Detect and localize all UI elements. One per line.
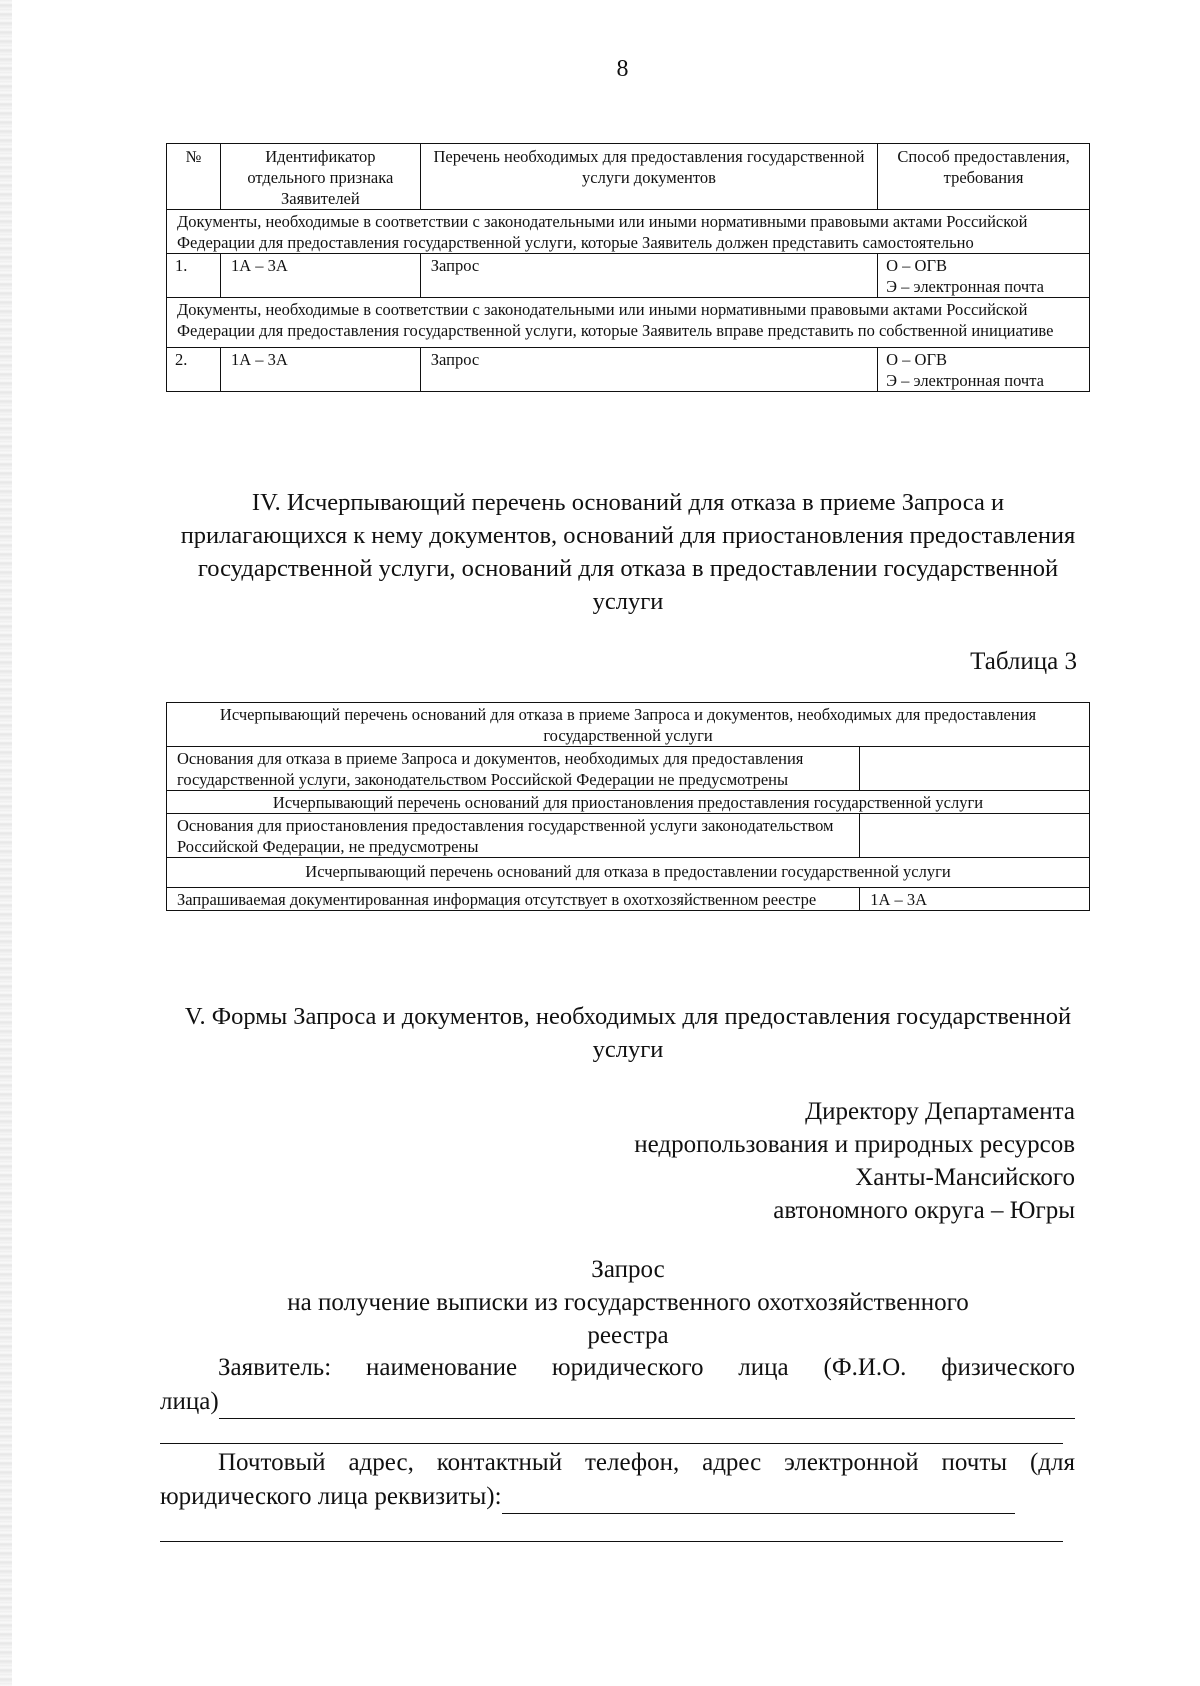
grounds-header-row — [167, 703, 1090, 747]
row-document: Запрос — [420, 348, 877, 392]
section-v-heading: V. Формы Запроса и документов, необходимых для предоставления государственной услуги — [184, 1003, 1072, 1063]
row-identifier: 1А – 3А — [220, 254, 420, 298]
contact-input-line[interactable] — [502, 1489, 1015, 1514]
contact-input-line-2[interactable] — [160, 1541, 1063, 1542]
addressee-block — [634, 1095, 1075, 1227]
contact-label-cont: юридического лица реквизиты): — [160, 1483, 502, 1510]
section-mandatory-documents: Документы, необходимые в соответствии с законодательными или иными нормативными правовыми актами Российской Федерации для предоставления государственной услуги, которые Заявитель должен представить самостоятельно — [167, 210, 1090, 254]
section-optional-documents: Документы, необходимые в соответствии с законодательными или иными нормативными правовыми актами Российской Федерации для предоставления государственной услуги, которые Заявитель вправе представить по собственной инициативе — [167, 298, 1090, 348]
table-row — [167, 814, 1090, 858]
applicant-field-row — [160, 1385, 1075, 1419]
method-email: Э – электронная почта — [886, 277, 1044, 296]
applicant-input-line-2[interactable] — [160, 1443, 1063, 1444]
table-row — [167, 747, 1090, 791]
table-section-row — [167, 210, 1090, 254]
refusal-acceptance-header: Исчерпывающий перечень оснований для отказа в приеме Запроса и документов, необходимых для предоставления государственной услуги — [167, 703, 1090, 747]
documents-table — [166, 143, 1090, 392]
table-row — [167, 254, 1090, 298]
applicant-label: Заявитель: наименование юридического лица (Ф.И.О. физического — [218, 1354, 1075, 1381]
suspension-header: Исчерпывающий перечень оснований для приостановления предоставления государственной услуги — [167, 791, 1090, 814]
request-title: Запрос — [591, 1256, 665, 1283]
section-iv-heading: IV. Исчерпывающий перечень оснований для отказа в приеме Запроса и прилагающихся к нему документов, оснований для приостановления предоставления государственной услуги, оснований для отказа в предоставлении государственной услуги — [180, 489, 1076, 615]
row-number: 1. — [167, 254, 221, 298]
row-method — [878, 254, 1090, 298]
table-row — [167, 348, 1090, 392]
suspension-value — [860, 814, 1090, 858]
addressee-line: недропользования и природных ресурсов — [634, 1131, 1075, 1158]
method-paper: О – ОГВ — [886, 350, 948, 369]
grounds-table — [166, 702, 1090, 911]
method-paper: О – ОГВ — [886, 256, 948, 275]
row-document: Запрос — [420, 254, 877, 298]
refusal-service-text: Запрашиваемая документированная информация отсутствует в охотхозяйственном реестре — [167, 888, 860, 911]
contact-field-row — [160, 1480, 1015, 1514]
grounds-header-row — [167, 858, 1090, 888]
request-title-block — [166, 1253, 1090, 1352]
page-number: 8 — [616, 56, 629, 82]
refusal-acceptance-text: Основания для отказа в приеме Запроса и документов, необходимых для предоставления государственной услуги, законодательством Российской Федерации не предусмотрены — [167, 747, 860, 791]
contact-label: Почтовый адрес, контактный телефон, адрес электронной почты (для — [218, 1449, 1075, 1476]
request-subtitle: на получение выписки из государственного охотхозяйственного реестра — [287, 1289, 969, 1349]
header-number: № — [167, 144, 221, 210]
addressee-line: Директору Департамента — [805, 1098, 1075, 1125]
suspension-text: Основания для приостановления предоставления государственной услуги законодательством Российской Федерации, не предусмотрены — [167, 814, 860, 858]
table-header-row — [167, 144, 1090, 210]
grounds-header-row — [167, 791, 1090, 814]
row-identifier: 1А – 3А — [220, 348, 420, 392]
addressee-line: Ханты-Мансийского — [855, 1164, 1075, 1191]
row-number: 2. — [167, 348, 221, 392]
applicant-label-cont: лица) — [160, 1388, 219, 1415]
header-identifier: Идентификатор отдельного признака Заявителей — [220, 144, 420, 210]
header-method: Способ предоставления, требования — [878, 144, 1090, 210]
table-3-caption: Таблица 3 — [970, 648, 1077, 675]
addressee-line: автономного округа – Югры — [773, 1197, 1075, 1224]
header-documents: Перечень необходимых для предоставления государственной услуги документов — [420, 144, 877, 210]
applicant-input-line[interactable] — [219, 1394, 1075, 1419]
refusal-service-value: 1А – 3А — [860, 888, 1090, 911]
refusal-service-header: Исчерпывающий перечень оснований для отказа в предоставлении государственной услуги — [167, 858, 1090, 888]
row-method — [878, 348, 1090, 392]
refusal-acceptance-value — [860, 747, 1090, 791]
table-section-row — [167, 298, 1090, 348]
scan-edge-artifact — [0, 0, 12, 1686]
method-email: Э – электронная почта — [886, 371, 1044, 390]
table-row — [167, 888, 1090, 911]
